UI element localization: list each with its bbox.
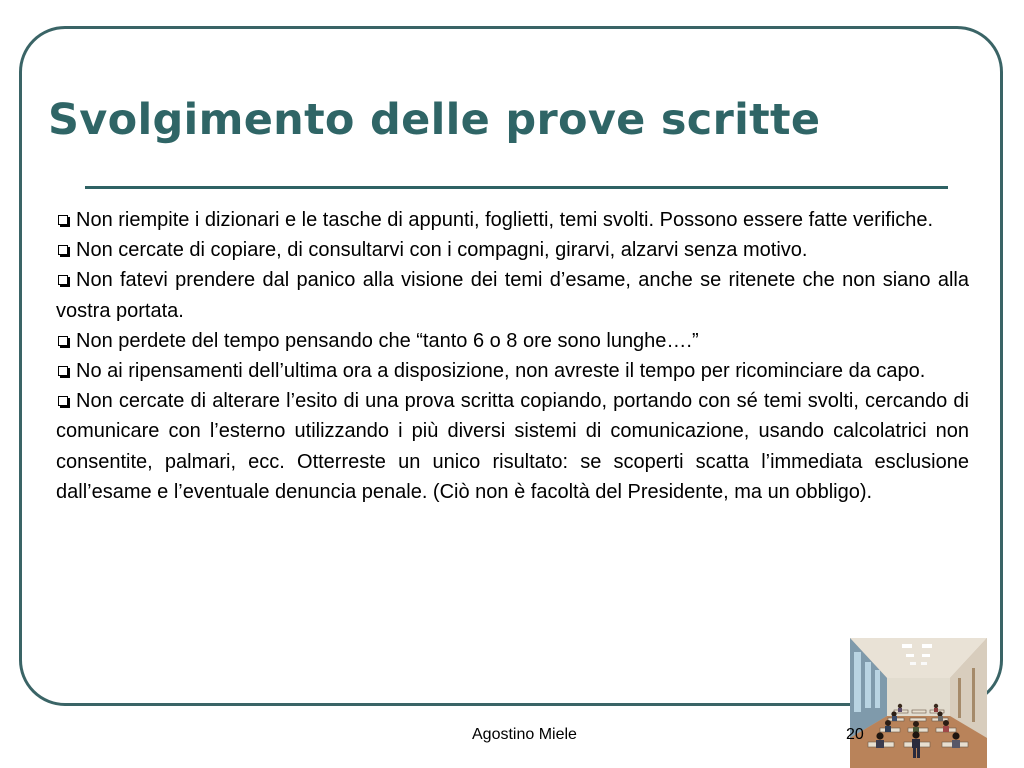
bullet-list	[56, 205, 969, 507]
bullet-text: No ai ripensamenti dell’ultima ora a disposizione, non avreste il tempo per ricominciare da capo.	[76, 360, 926, 383]
checkbox-square-icon	[58, 215, 68, 225]
checkbox-square-icon	[58, 396, 68, 406]
checkbox-square-icon	[58, 245, 68, 255]
title-underline	[85, 186, 948, 189]
slide-title: Svolgimento delle prove scritte	[48, 95, 821, 145]
bullet-item	[56, 356, 969, 386]
bullet-text: Non cercate di alterare l’esito di una prova scritta copiando, portando con sé temi svolti, cercando di comunicare con l’esterno utilizzando i più diversi sistemi di comunicazione, usando calcolatrici non consentite, palmari, ecc. Otterreste un unico risultato: se scoperti scatta l’immediata esclusione dall’esame e l’eventuale denuncia penale. (Ciò non è facoltà del Presidente, ma un obbligo).	[56, 390, 969, 503]
bullet-item	[56, 235, 969, 265]
footer-author: Agostino Miele	[472, 726, 577, 743]
page-number: 20	[846, 726, 864, 743]
checkbox-square-icon	[58, 336, 68, 346]
bullet-item	[56, 386, 969, 507]
checkbox-square-icon	[58, 275, 68, 285]
bullet-text: Non perdete del tempo pensando che “tanto 6 o 8 ore sono lunghe….”	[76, 329, 699, 352]
exam-hall-photo	[850, 638, 987, 768]
bullet-item	[56, 326, 969, 356]
bullet-text: Non fatevi prendere dal panico alla visione dei temi d’esame, anche se ritenete che non siano alla vostra portata.	[56, 269, 969, 322]
checkbox-square-icon	[58, 366, 68, 376]
bullet-item	[56, 205, 969, 235]
bullet-text: Non cercate di copiare, di consultarvi con i compagni, girarvi, alzarvi senza motivo.	[76, 239, 808, 262]
bullet-item	[56, 265, 969, 325]
bullet-text: Non riempite i dizionari e le tasche di appunti, foglietti, temi svolti. Possono essere fatte verifiche.	[76, 209, 934, 231]
